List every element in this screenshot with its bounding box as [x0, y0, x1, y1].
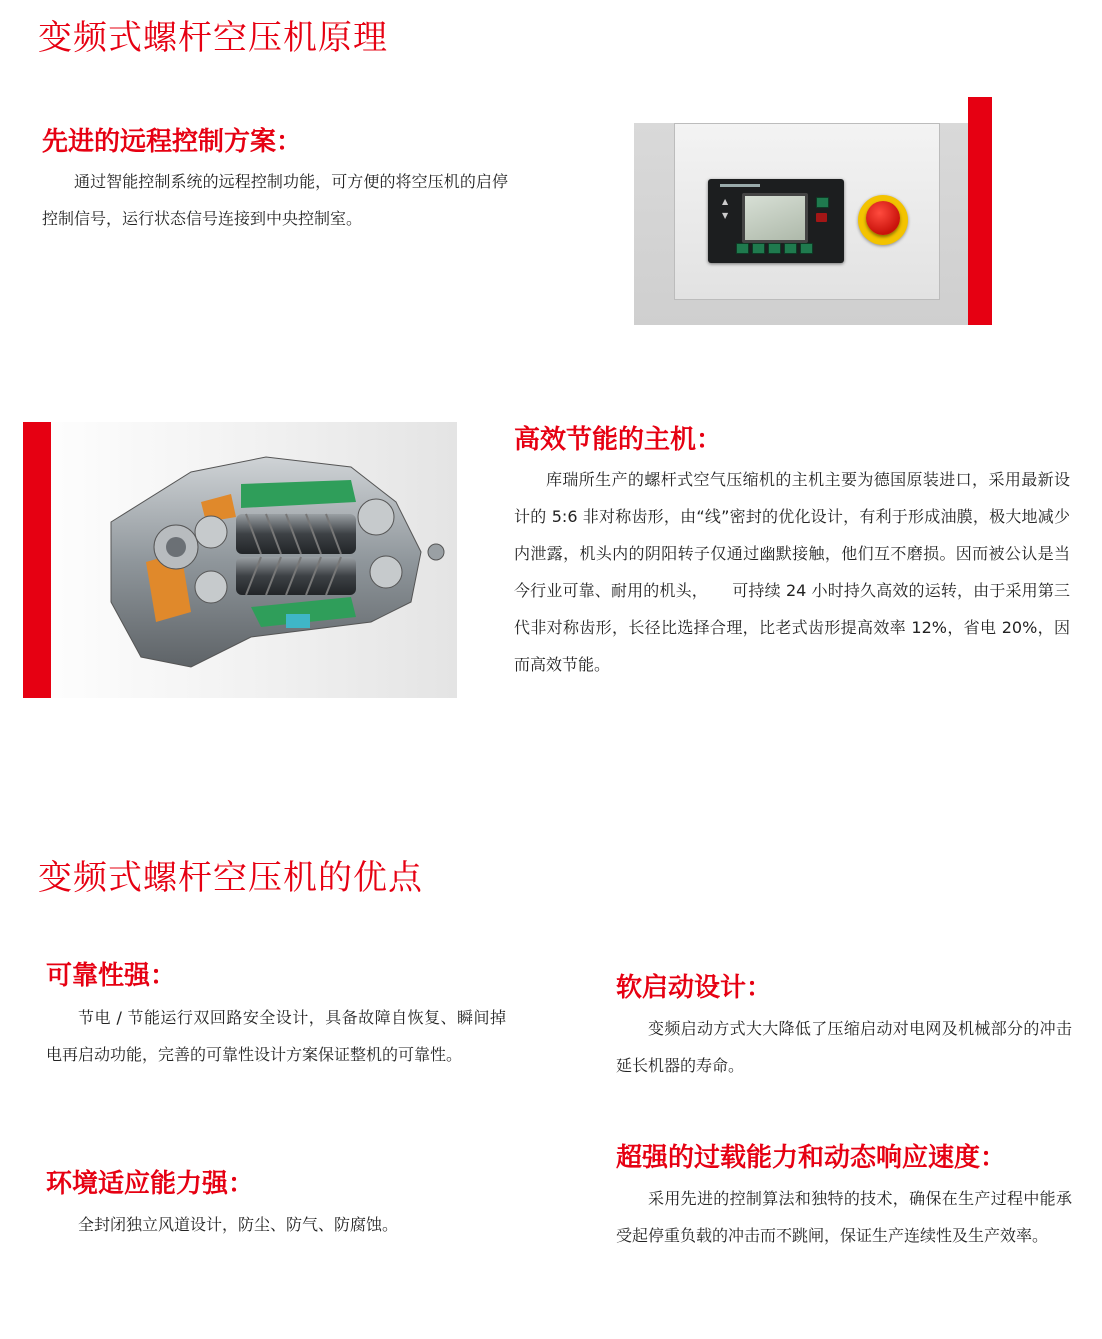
airend-image [23, 422, 457, 698]
screw-compressor-cutaway-icon [51, 422, 457, 698]
environment-text: 全封闭独立风道设计，防尘、防气、防腐蚀。 [78, 1215, 399, 1234]
red-accent-bar [968, 97, 992, 325]
red-accent-bar [23, 422, 51, 698]
soft-start-text: 变频启动方式大大降低了压缩启动对电网及机械部分的冲击延长机器的寿命。 [616, 1019, 1072, 1075]
overload-heading: 超强的过载能力和动态响应速度： [616, 1143, 1007, 1173]
remote-control-heading: 先进的远程控制方案： [42, 127, 303, 157]
section1-title: 变频式螺杆空压机原理 [38, 18, 388, 58]
lcd-screen [742, 193, 808, 243]
emergency-stop-icon [858, 195, 908, 245]
reliability-text: 节电 / 节能运行双回路安全设计，具备故障自恢复、瞬间掉电再启动功能，完善的可靠性设计方案保证整机的可靠性。 [46, 1008, 506, 1064]
control-panel-image [634, 97, 994, 325]
controller-unit: ▲ ▼ [708, 179, 844, 263]
overload-text: 采用先进的控制算法和独特的技术，确保在生产过程中能承受起停重负载的冲击而不跳闸，保证生产连续性及生产效率。 [616, 1189, 1072, 1245]
main-unit-text: 库瑞所生产的螺杆式空气压缩机的主机主要为德国原装进口，采用最新设计的 5:6 非对称齿形，由“线”密封的优化设计，有利于形成油膜，极大地减少内泄露，机头内的阴阳转子仅通过幽默接触，他们互不磨损。因而被公认是当今行业可靠、耐用的机头， 可持续 24 小时持久高效的运转，由于采用第三代非对称齿形，长径比选择合理，比老式齿形提高效率 12%，省电 20%，因而高效节能。 [514, 470, 1070, 674]
main-unit-heading: 高效节能的主机： [514, 425, 723, 455]
reliability-heading: 可靠性强： [46, 961, 177, 991]
environment-heading: 环境适应能力强： [46, 1169, 255, 1199]
remote-control-text: 通过智能控制系统的远程控制功能，可方便的将空压机的启停控制信号，运行状态信号连接到中央控制室。 [42, 172, 508, 228]
soft-start-heading: 软启动设计： [616, 973, 773, 1003]
section2-title: 变频式螺杆空压机的优点 [38, 858, 423, 898]
